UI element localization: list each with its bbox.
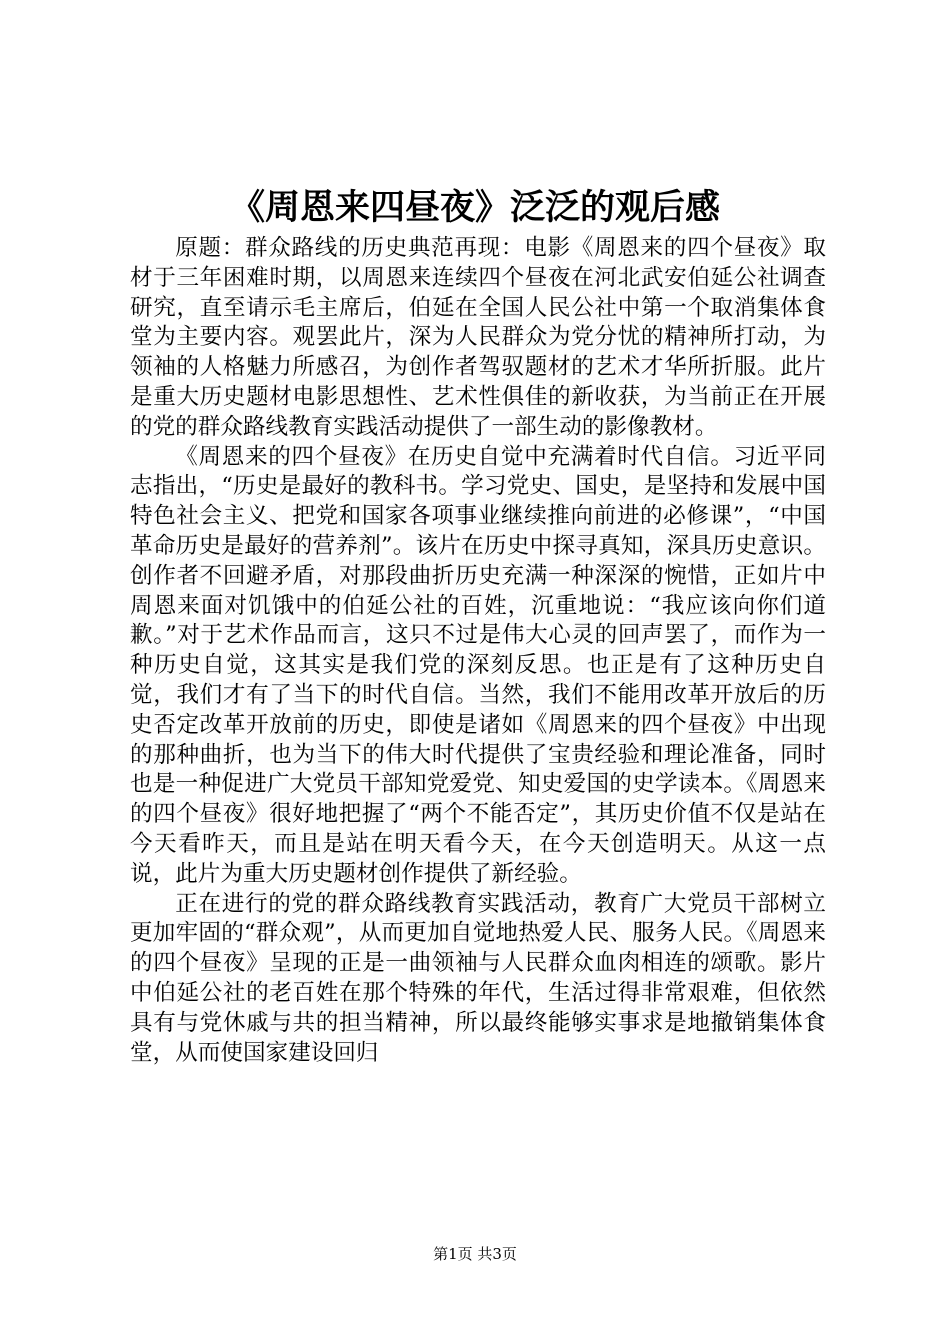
document-title: 《周恩来四昼夜》泛泛的观后感	[229, 187, 720, 228]
paragraph-1: 原题：群众路线的历史典范再现：电影《周恩来的四个昼夜》取材于三年困难时期，以周恩来连续四个昼夜在河北武安伯延公社调查研究，直至请示毛主席后，伯延在全国人民公社中第一个取消集体食堂为主要内容。观罢此片，深为人民群众为党分忧的精神所打动，为领袖的人格魅力所感召，为创作者驾驭题材的艺术才华所折服。此片是重大历史题材电影思想性、艺术性俱佳的新收获，为当前正在开展的党的群众路线教育实践活动提供了一部生动的影像教材。	[130, 235, 826, 440]
document-body	[130, 234, 826, 1068]
paragraph-3: 正在进行的党的群众路线教育实践活动，教育广大党员干部树立更加牢固的“群众观”，从而更加自觉地热爱人民、服务人民。《周恩来的四个昼夜》呈现的正是一曲领袖与人民群众血肉相连的颂歌。影片中伯延公社的老百姓在那个特殊的年代，生活过得非常艰难，但依然具有与党休戚与共的担当精神，所以最终能够实事求是地撤销集体食堂，从而使国家建设回归	[130, 890, 826, 1066]
page-footer: 第1页 共3页	[433, 1245, 517, 1263]
paragraph-2: 《周恩来的四个昼夜》在历史自觉中充满着时代自信。习近平同志指出，“历史是最好的教科书。学习党史、国史，是坚持和发展中国特色社会主义、把党和国家各项事业继续推向前进的必修课”，“中国革命历史是最好的营养剂”。该片在历史中探寻真知，深具历史意识。创作者不回避矛盾，对那段曲折历史充满一种深深的惋惜，正如片中周恩来面对饥饿中的伯延公社的百姓，沉重地说：“我应该向你们道歉。”对于艺术作品而言，这只不过是伟大心灵的回声罢了，而作为一种历史自觉，这其实是我们党的深刻反思。也正是有了这种历史自觉，我们才有了当下的时代自信。当然，我们不能用改革开放后的历史否定改革开放前的历史，即使是诸如《周恩来的四个昼夜》中出现的那种曲折，也为当下的伟大时代提供了宝贵经验和理论准备，同时也是一种促进广大党员干部知党爱党、知史爱国的史学读本。《周恩来的四个昼夜》很好地把握了“两个不能否定”，其历史价值不仅是站在今天看昨天，而且是站在明天看今天，在今天创造明天。从这一点说，此片为重大历史题材创作提供了新经验。	[130, 443, 826, 887]
